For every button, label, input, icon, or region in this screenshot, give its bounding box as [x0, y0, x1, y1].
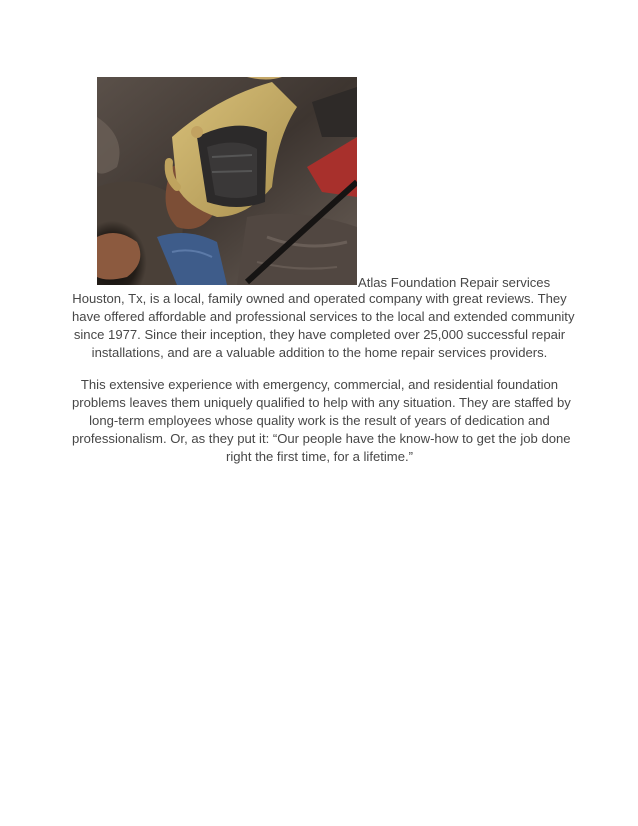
foundation-repair-photo — [97, 77, 357, 285]
paragraph-1-line-3: have offered affordable and professional services to the local and extended community — [72, 309, 575, 324]
paragraph-1-line-4: since 1977. Since their inception, they have completed over 25,000 successful repair — [73, 327, 566, 342]
paragraph-2-line-2: problems leaves them uniquely qualified to help with any situation. They are staffed by — [72, 395, 571, 410]
paragraph-1 — [72, 290, 575, 362]
paragraph-2-line-3: long-term employees whose quality work is the result of years of dedication and — [89, 413, 550, 428]
paragraph-2-line-5: right the first time, for a lifetime.” — [225, 449, 413, 464]
paragraph-2-line-1: This extensive experience with emergency, commercial, and residential foundation — [80, 377, 559, 392]
paragraph-2-line-4: professionalism. Or, as they put it: “Our people have the know-how to get the job done — [72, 431, 571, 446]
paragraph-1-line-5: installations, and are a valuable addition to the home repair services providers. — [91, 345, 548, 360]
paragraph-1-line-1: Atlas Foundation Repair services — [358, 275, 551, 290]
paragraph-2 — [72, 376, 571, 466]
paragraph-1-line-2: Houston, Tx, is a local, family owned and operated company with great reviews. They — [72, 291, 567, 306]
photo-illustration — [97, 77, 357, 285]
